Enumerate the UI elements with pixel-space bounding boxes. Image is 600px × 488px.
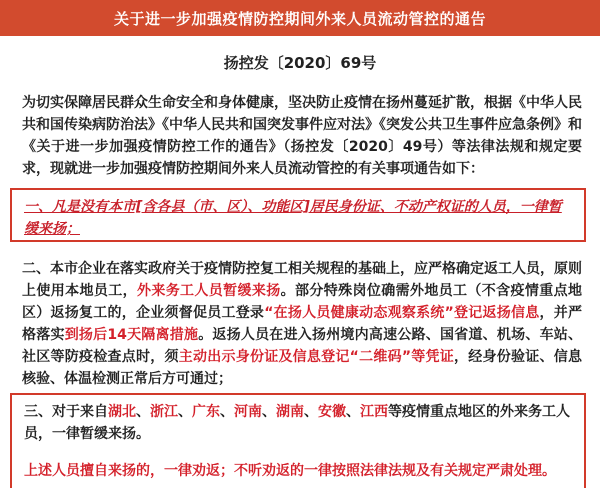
item2-highlight-credentials: 主动出示身份证及信息登记“二维码”等凭证: [178, 349, 455, 365]
item2-highlight-migrant-workers: 外来务工人员暂缓来扬: [136, 283, 281, 299]
region-hunan: 湖南: [276, 404, 304, 420]
item3-prefix: 三、对于来自: [24, 404, 108, 420]
item2-highlight-system: “在扬人员健康动态观察系统”登记返扬信息: [264, 305, 540, 321]
item2-part1: 二、本市企业在落实政府关于疫情防控复工相关规程的基础上，应严格确定返工人员，原则上使用本地员工，: [22, 261, 582, 299]
region-zhejiang: 浙江: [150, 404, 178, 420]
item2-part3: 。部分特殊岗位确需外地员工（不含疫情重点地区）返扬复工的，企业须督促员工登录: [22, 283, 583, 321]
item3-paragraph: 三、对于来自湖北、浙江、广东、河南、湖南、安徽、江西等疫情重点地区的外来务工人员，一律暂缓来扬。: [24, 404, 570, 442]
notice-title-bar: [0, 0, 600, 36]
item1-paragraph: [24, 196, 574, 240]
intro-paragraph: 为切实保障居民群众生命安全和身体健康，坚决防止疫情在扬州蔓延扩散，根据《中华人民共和国传染病防治法》《中华人民共和国突发事件应对法》《突发公共卫生事件应急条例》和《关于进一步加强疫情防控工作的通告》（扬控发〔2020〕49号）等法律法规和规定要求，现就进一步加强疫情防控期间外来人员流动管控的有关事项通告如下：: [22, 95, 582, 177]
item3-suffix: 等疫情重点地区的外来务工人员，一律暂缓来扬。: [24, 404, 570, 442]
region-anhui: 安徽: [318, 404, 346, 420]
region-henan: 河南: [234, 404, 262, 420]
region-guangdong: 广东: [192, 404, 220, 420]
region-jiangxi: 江西: [360, 404, 388, 420]
item2-paragraph: [22, 258, 582, 390]
item1-text: 一、凡是没有本市[含各县（市、区）、功能区]居民身份证、不动产权证的人员，一律暂缓来扬；: [24, 199, 562, 237]
document-number: 扬控发〔2020〕69号: [223, 54, 377, 72]
item2-highlight-quarantine: 到扬后14天隔离措施: [64, 327, 199, 343]
item2-part9: ，经身份验证、信息核验、体温检测正常后方可通过；: [22, 349, 583, 387]
item2-part5: ，并严格落实: [22, 305, 583, 343]
item2-part7: 。返扬人员在进入扬州境内高速公路、国省道、机场、车站、社区等防疫检查点时，须: [22, 327, 583, 365]
region-hubei: 湖北: [108, 404, 136, 420]
notice-title: 关于进一步加强疫情防控期间外来人员流动管控的通告: [113, 9, 486, 28]
item3-note: 上述人员擅自来扬的，一律劝返；不听劝返的一律按照法律法规及有关规定严肃处理。: [24, 463, 556, 479]
